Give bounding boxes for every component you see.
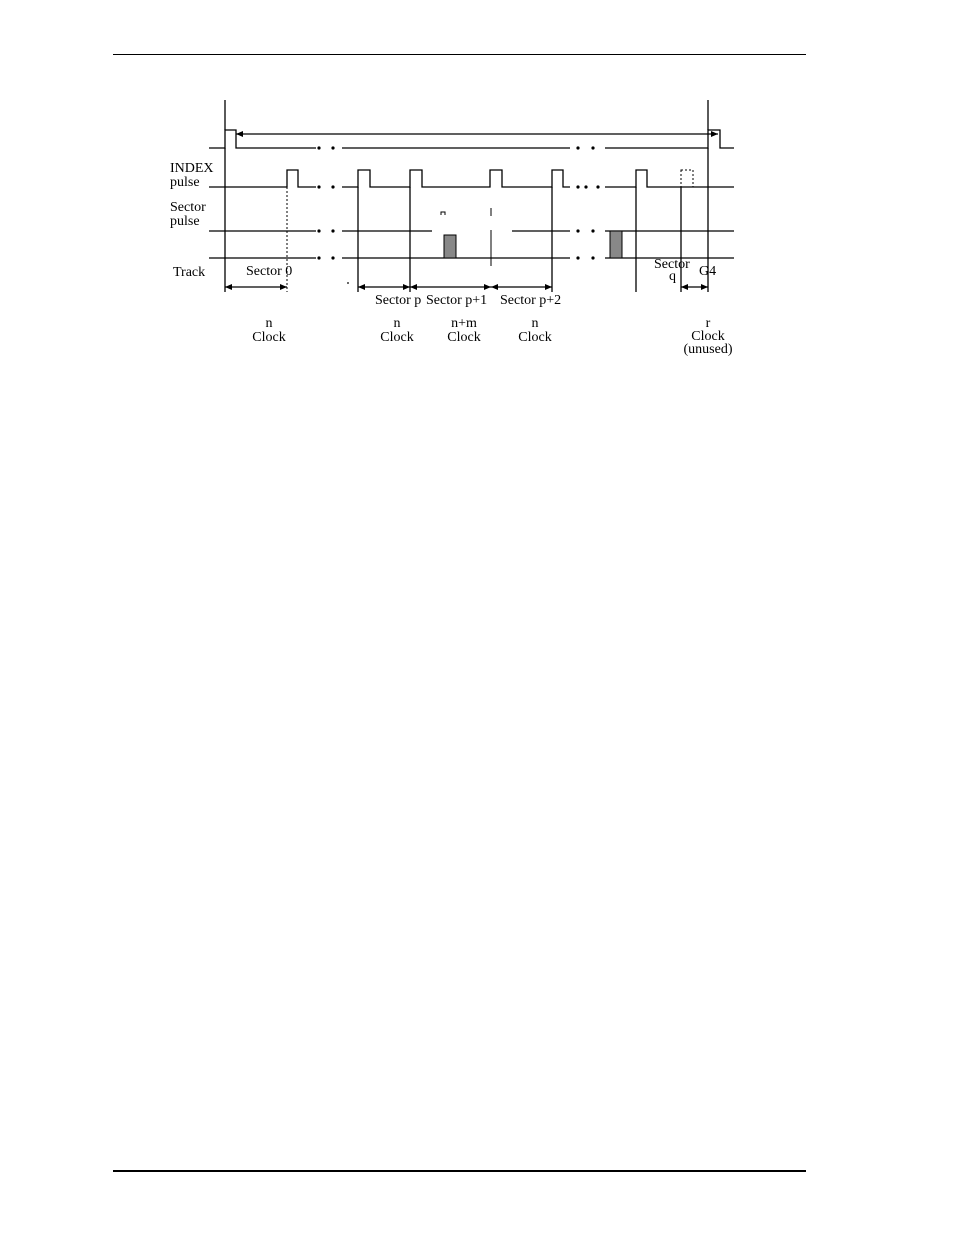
gap-dot — [317, 256, 320, 259]
gap-dot — [596, 185, 599, 188]
gap-dot — [591, 229, 594, 232]
sector0-label: Sector 0 — [246, 264, 293, 279]
index-revolution-signal — [209, 130, 316, 148]
timing-diagram — [0, 0, 954, 400]
sector-pulse-label-line2: pulse — [170, 214, 200, 229]
sector-q-label-line1: Sector — [654, 257, 690, 272]
clock-label-3-line1: n+m — [451, 316, 477, 331]
gap-dot — [317, 185, 320, 188]
clock-label-2-line1: n — [393, 316, 401, 331]
index-pulse-signal-2 — [342, 170, 570, 187]
track-gray-block-1 — [444, 235, 456, 258]
clock-label-1-line2: Clock — [252, 330, 286, 345]
clock-label-1-line1: n — [265, 316, 273, 331]
gap-dot — [331, 146, 334, 149]
clock-label-5-line3: (unused) — [683, 342, 733, 357]
gap-dot — [331, 256, 334, 259]
clock-label-4-line1: n — [531, 316, 539, 331]
clock-label-3-line2: Clock — [447, 330, 481, 345]
index-label-line2: pulse — [170, 175, 200, 190]
sector-pulse-small-mark — [441, 212, 445, 215]
index-label-line1: INDEX — [170, 161, 214, 176]
gap-dot — [584, 185, 587, 188]
sector-q-label-line2: q — [669, 269, 676, 284]
clock-label-5-line1: r — [705, 316, 711, 331]
gap-dot — [317, 229, 320, 232]
gap-dot — [576, 146, 579, 149]
gap-dot — [331, 185, 334, 188]
sector-p1-label: Sector p+1 — [426, 293, 488, 308]
g4-label: G4 — [699, 264, 717, 279]
stray-mark — [347, 282, 349, 284]
track-label: Track — [173, 265, 206, 280]
index-pulse-signal-3 — [605, 170, 734, 187]
sector-p-label: Sector p — [375, 293, 422, 308]
gap-dot — [591, 256, 594, 259]
gap-dot — [576, 229, 579, 232]
gap-dot — [576, 256, 579, 259]
gap-dot — [331, 229, 334, 232]
footer-rule — [113, 1170, 806, 1172]
index-revolution-signal-tail — [605, 130, 734, 148]
index-pulse-dotted — [681, 170, 693, 187]
sector-p2-label: Sector p+2 — [500, 293, 562, 308]
sector-pulse-label-line1: Sector — [170, 200, 206, 215]
clock-label-5-line2: Clock — [691, 329, 725, 344]
gap-dot — [591, 146, 594, 149]
gap-dot — [576, 185, 579, 188]
clock-label-4-line2: Clock — [518, 330, 552, 345]
clock-label-2-line2: Clock — [380, 330, 414, 345]
gap-dot — [317, 146, 320, 149]
track-gray-block-2 — [610, 231, 622, 258]
